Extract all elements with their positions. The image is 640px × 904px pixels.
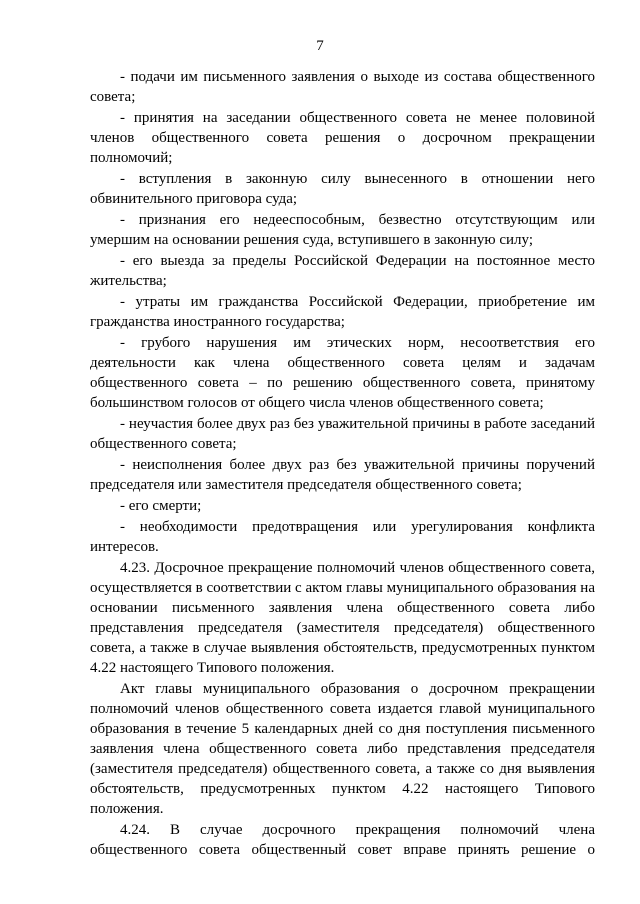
page-number: 7 [316,38,324,54]
paragraph-4: - признания его недееспособным, безвестно отсутствующим или умершим на основании решения суда, вступившего в законную силу; [90,212,595,248]
paragraph-14: 4.24. В случае досрочного прекращения полномочий члена общественного совета общественный совет вправе принять решение о [90,822,595,858]
paragraph-6: - утраты им гражданства Российской Федерации, приобретение им гражданства иностранного государства; [90,294,595,330]
document-body [90,67,595,860]
paragraph-1: - подачи им письменного заявления о выходе из состава общественного совета; [90,69,595,105]
paragraph-10: - его смерти; [120,498,202,514]
paragraph-12: 4.23. Досрочное прекращение полномочий членов общественного совета, осуществляется в соответствии с актом главы муниципального образования на основании письменного заявления члена общественного совета либо представления председателя (заместителя председателя) общественного совета, а также в случае выявления обстоятельств, предусмотренных пунктом 4.22 настоящего Типового положения. [90,560,595,676]
paragraph-9: - неисполнения более двух раз без уважительной причины поручений председателя или заместителя председателя общественного совета; [90,457,595,493]
paragraph-5: - его выезда за пределы Российской Федерации на постоянное место жительства; [90,253,595,289]
paragraph-3: - вступления в законную силу вынесенного в отношении него обвинительного приговора суда; [90,171,595,207]
paragraph-7: - грубого нарушения им этических норм, несоответствия его деятельности как члена общественного совета целям и задачам общественного совета – по решению общественного совета, принятому большинством голосов от общего числа членов общественного совета; [90,335,595,411]
paragraph-2: - принятия на заседании общественного совета не менее половиной членов общественного совета решения о досрочном прекращении полномочий; [90,110,595,166]
paragraph-11: - необходимости предотвращения или урегулирования конфликта интересов. [90,519,595,555]
paragraph-8: - неучастия более двух раз без уважительной причины в работе заседаний общественного совета; [90,416,595,452]
paragraph-13: Акт главы муниципального образования о досрочном прекращении полномочий членов общественного совета издается главой муниципального образования в течение 5 календарных дней со дня поступления письменного заявления члена общественного совета либо представления председателя (заместителя председателя) общественного совета, а также со дня выявления обстоятельств, предусмотренных пунктом 4.22 настоящего Типового положения. [90,681,595,817]
